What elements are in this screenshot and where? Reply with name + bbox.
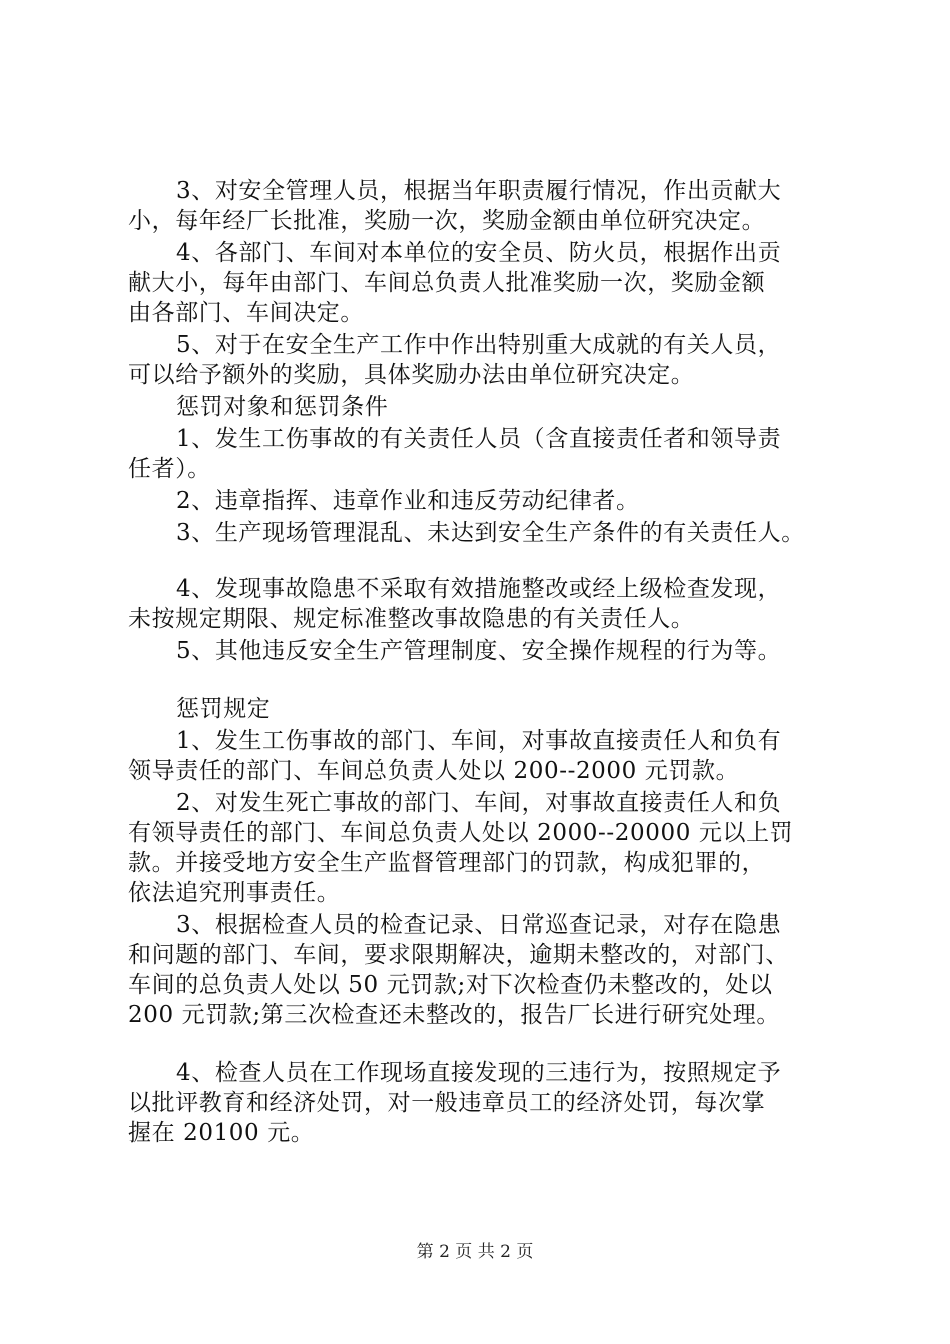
paragraph-rule-3-line-1: 3、根据检查人员的检查记录、日常巡查记录，对存在隐患 (176, 912, 782, 938)
paragraph-reward-3-line-1: 3、对安全管理人员，根据当年职责履行情况，作出贡献大 (176, 178, 782, 204)
paragraph-reward-5-line-2: 可以给予额外的奖励，具体奖励办法由单位研究决定。 (128, 362, 695, 388)
paragraph-target-5: 5、其他违反安全生产管理制度、安全操作规程的行为等。 (176, 638, 782, 664)
paragraph-reward-3-line-2: 小，每年经厂长批准，奖励一次，奖励金额由单位研究决定。 (128, 208, 766, 234)
paragraph-reward-4-line-3: 由各部门、车间决定。 (128, 300, 364, 326)
paragraph-reward-4-line-2: 献大小，每年由部门、车间总负责人批准奖励一次，奖励金额 (128, 270, 766, 296)
paragraph-rule-3-line-3: 车间的总负责人处以 50 元罚款;对下次检查仍未整改的，处以 (128, 972, 773, 998)
paragraph-rule-4-line-3: 握在 20100 元。 (128, 1120, 315, 1146)
paragraph-rule-3-line-2: 和问题的部门、车间，要求限期解决，逾期未整改的，对部门、 (128, 942, 789, 968)
paragraph-target-2: 2、违章指挥、违章作业和违反劳动纪律者。 (176, 488, 640, 514)
paragraph-rule-1-line-1: 1、发生工伤事故的部门、车间，对事故直接责任人和负有 (176, 728, 782, 754)
paragraph-rule-2-line-4: 依法追究刑事责任。 (128, 880, 341, 906)
paragraph-target-4-line-1: 4、发现事故隐患不采取有效措施整改或经上级检查发现， (176, 576, 782, 602)
section-heading-penalty-targets: 惩罚对象和惩罚条件 (176, 394, 389, 420)
paragraph-rule-4-line-1: 4、检查人员在工作现场直接发现的三违行为，按照规定予 (176, 1060, 782, 1086)
paragraph-rule-3-line-4: 200 元罚款;第三次检查还未整改的，报告厂长进行研究处理。 (128, 1002, 780, 1028)
paragraph-rule-2-line-1: 2、对发生死亡事故的部门、车间，对事故直接责任人和负 (176, 790, 782, 816)
paragraph-rule-2-line-2: 有领导责任的部门、车间总负责人处以 2000--20000 元以上罚 (128, 820, 794, 846)
paragraph-reward-4-line-1: 4、各部门、车间对本单位的安全员、防火员，根据作出贡 (176, 240, 782, 266)
paragraph-target-4-line-2: 未按规定期限、规定标准整改事故隐患的有关责任人。 (128, 606, 695, 632)
paragraph-target-1-line-1: 1、发生工伤事故的有关责任人员（含直接责任者和领导责 (176, 426, 782, 452)
paragraph-reward-5-line-1: 5、对于在安全生产工作中作出特别重大成就的有关人员， (176, 332, 782, 358)
paragraph-target-1-line-2: 任者）。 (128, 456, 211, 482)
paragraph-rule-1-line-2: 领导责任的部门、车间总负责人处以 200--2000 元罚款。 (128, 758, 740, 784)
section-heading-penalty-rules: 惩罚规定 (176, 696, 271, 722)
paragraph-rule-4-line-2: 以批评教育和经济处罚，对一般违章员工的经济处罚，每次掌 (128, 1090, 766, 1116)
paragraph-rule-2-line-3: 款。并接受地方安全生产监督管理部门的罚款，构成犯罪的， (128, 850, 766, 876)
paragraph-target-3: 3、生产现场管理混乱、未达到安全生产条件的有关责任人。 (176, 520, 805, 546)
page-number-footer: 第 2 页 共 2 页 (416, 1242, 534, 1262)
